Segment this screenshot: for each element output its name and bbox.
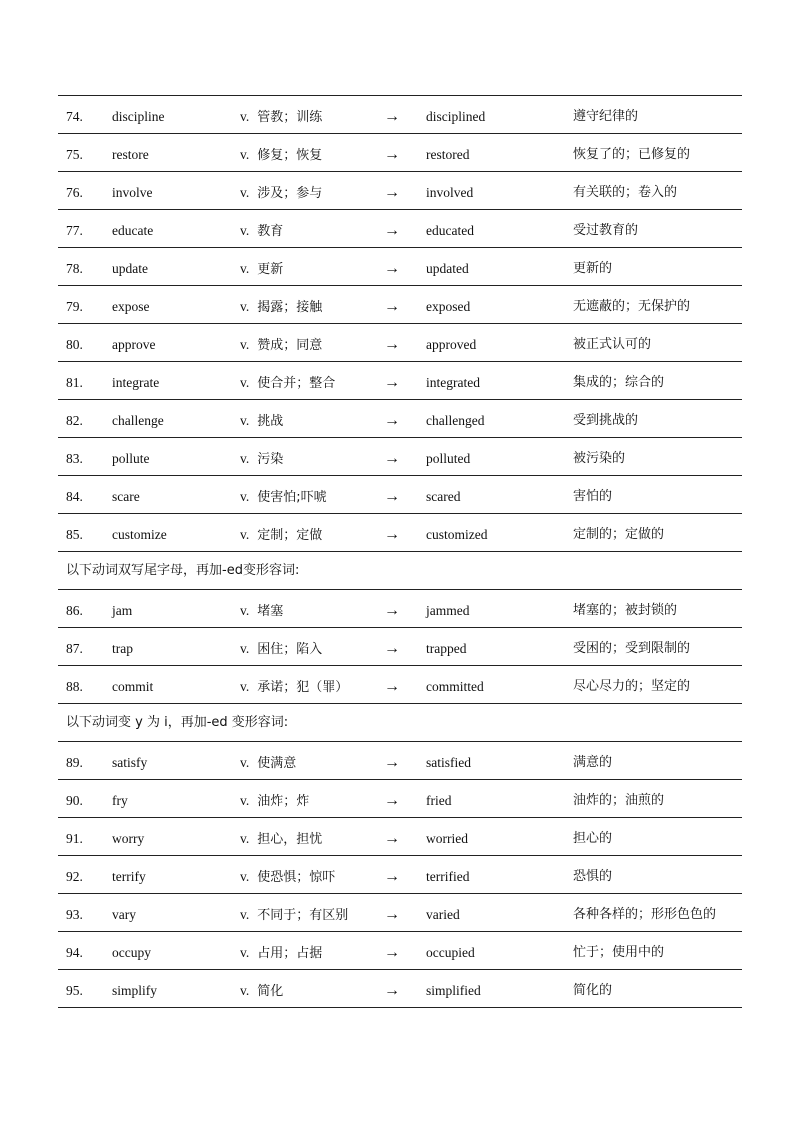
verb-word: restore (112, 147, 149, 162)
verb-meaning: 修复；恢复 (257, 148, 323, 163)
part-of-speech (240, 742, 296, 779)
adjective-meaning: 遵守纪律的 (573, 109, 639, 124)
pos-label: v. (240, 679, 250, 694)
vocab-row (58, 476, 742, 514)
verb-meaning: 教育 (257, 224, 284, 239)
verb-word: update (112, 261, 148, 276)
right-arrow-icon: → (384, 298, 400, 315)
pos-label: v. (240, 413, 250, 428)
right-arrow-icon: → (384, 754, 400, 771)
verb-word: worry (112, 831, 145, 846)
verb-meaning: 占用；占据 (257, 946, 323, 961)
adjective-form: worried (426, 831, 468, 846)
verb-meaning: 堵塞 (257, 604, 284, 619)
verb-word: commit (112, 679, 154, 694)
adjective-form: restored (426, 147, 470, 162)
section-heading-row (58, 704, 742, 742)
entry-number: 85. (66, 527, 83, 542)
adjective-form: committed (426, 679, 484, 694)
pos-label: v. (240, 907, 250, 922)
verb-meaning: 管教；训练 (257, 110, 323, 125)
part-of-speech (240, 856, 335, 893)
entry-number: 91. (66, 831, 83, 846)
pos-label: v. (240, 375, 250, 390)
entry-number: 95. (66, 983, 83, 998)
entry-number: 78. (66, 261, 83, 276)
right-arrow-icon: → (384, 450, 400, 467)
right-arrow-icon: → (384, 184, 400, 201)
part-of-speech (240, 514, 322, 551)
right-arrow-icon: → (384, 678, 400, 695)
vocab-row (58, 742, 742, 780)
adjective-form: simplified (426, 983, 481, 998)
vocab-row (58, 780, 742, 818)
adjective-form: jammed (426, 603, 470, 618)
adjective-form: educated (426, 223, 474, 238)
verb-word: vary (112, 907, 136, 922)
right-arrow-icon: → (384, 260, 400, 277)
adjective-form: scared (426, 489, 461, 504)
adjective-form: occupied (426, 945, 475, 960)
verb-word: involve (112, 185, 153, 200)
pos-label: v. (240, 869, 250, 884)
vocabulary-table (58, 95, 742, 1008)
entry-number: 92. (66, 869, 83, 884)
vocab-row (58, 324, 742, 362)
part-of-speech (240, 210, 283, 247)
adjective-form: terrified (426, 869, 470, 884)
entry-number: 81. (66, 375, 83, 390)
right-arrow-icon: → (384, 640, 400, 657)
adjective-meaning: 堵塞的；被封锁的 (573, 603, 678, 618)
adjective-meaning: 更新的 (573, 261, 613, 276)
section-heading-row (58, 552, 742, 590)
verb-word: occupy (112, 945, 151, 960)
entry-number: 88. (66, 679, 83, 694)
adjective-meaning: 担心的 (573, 831, 613, 846)
verb-word: fry (112, 793, 128, 808)
part-of-speech (240, 666, 348, 703)
verb-meaning: 油炸；炸 (257, 794, 310, 809)
vocab-row (58, 400, 742, 438)
verb-word: integrate (112, 375, 160, 390)
verb-meaning: 担心，担忧 (257, 832, 323, 847)
adjective-form: challenged (426, 413, 485, 428)
verb-meaning: 挑战 (257, 414, 284, 429)
verb-word: satisfy (112, 755, 148, 770)
part-of-speech (240, 438, 283, 475)
verb-meaning: 涉及；参与 (257, 186, 323, 201)
vocab-row (58, 95, 742, 134)
entry-number: 83. (66, 451, 83, 466)
adjective-meaning: 简化的 (573, 983, 613, 998)
verb-meaning: 更新 (257, 262, 284, 277)
right-arrow-icon: → (384, 792, 400, 809)
verb-meaning: 污染 (257, 452, 284, 467)
entry-number: 86. (66, 603, 83, 618)
entry-number: 84. (66, 489, 83, 504)
pos-label: v. (240, 489, 250, 504)
verb-meaning: 赞成；同意 (257, 338, 323, 353)
right-arrow-icon: → (384, 108, 400, 125)
vocab-row (58, 932, 742, 970)
verb-meaning: 简化 (257, 984, 284, 999)
vocab-row (58, 628, 742, 666)
entry-number: 87. (66, 641, 83, 656)
verb-word: customize (112, 527, 167, 542)
adjective-form: trapped (426, 641, 467, 656)
section-heading: 以下动词变 y 为 i，再加-ed 变形容词: (66, 715, 289, 730)
verb-word: scare (112, 489, 140, 504)
pos-label: v. (240, 109, 250, 124)
pos-label: v. (240, 299, 250, 314)
entry-number: 94. (66, 945, 83, 960)
vocab-row (58, 666, 742, 704)
entry-number: 77. (66, 223, 83, 238)
right-arrow-icon: → (384, 868, 400, 885)
adjective-form: varied (426, 907, 460, 922)
right-arrow-icon: → (384, 602, 400, 619)
adjective-form: disciplined (426, 109, 486, 124)
adjective-meaning: 定制的；定做的 (573, 527, 665, 542)
adjective-form: fried (426, 793, 452, 808)
entry-number: 76. (66, 185, 83, 200)
pos-label: v. (240, 603, 250, 618)
vocab-row (58, 248, 742, 286)
pos-label: v. (240, 451, 250, 466)
adjective-form: customized (426, 527, 488, 542)
entry-number: 82. (66, 413, 83, 428)
verb-word: expose (112, 299, 150, 314)
pos-label: v. (240, 831, 250, 846)
pos-label: v. (240, 223, 250, 238)
pos-label: v. (240, 793, 250, 808)
verb-meaning: 使害怕;吓唬 (257, 490, 327, 505)
adjective-meaning: 害怕的 (573, 489, 613, 504)
verb-meaning: 不同于；有区别 (257, 908, 349, 923)
verb-word: trap (112, 641, 133, 656)
verb-word: terrify (112, 869, 146, 884)
entry-number: 79. (66, 299, 83, 314)
vocab-row (58, 818, 742, 856)
adjective-meaning: 被污染的 (573, 451, 626, 466)
adjective-meaning: 忙于；使用中的 (573, 945, 665, 960)
adjective-meaning: 被正式认可的 (573, 337, 652, 352)
adjective-meaning: 恐惧的 (573, 869, 613, 884)
adjective-meaning: 恢复了的；已修复的 (573, 147, 691, 162)
part-of-speech (240, 286, 322, 323)
part-of-speech (240, 172, 322, 209)
vocab-row (58, 172, 742, 210)
adjective-meaning: 各种各样的；形形色色的 (573, 907, 717, 922)
adjective-form: involved (426, 185, 474, 200)
part-of-speech (240, 628, 322, 665)
adjective-meaning: 受过教育的 (573, 223, 639, 238)
adjective-form: integrated (426, 375, 480, 390)
part-of-speech (240, 780, 309, 817)
vocab-row (58, 894, 742, 932)
pos-label: v. (240, 945, 250, 960)
vocab-row (58, 856, 742, 894)
adjective-meaning: 尽心尽力的；坚定的 (573, 679, 691, 694)
adjective-meaning: 受到挑战的 (573, 413, 639, 428)
vocab-row (58, 210, 742, 248)
verb-meaning: 使合并；整合 (257, 376, 336, 391)
pos-label: v. (240, 983, 250, 998)
right-arrow-icon: → (384, 982, 400, 999)
verb-meaning: 定制；定做 (257, 528, 323, 543)
adjective-form: updated (426, 261, 469, 276)
verb-meaning: 揭露；接触 (257, 300, 323, 315)
vocab-row (58, 590, 742, 628)
part-of-speech (240, 894, 348, 931)
entry-number: 80. (66, 337, 83, 352)
verb-meaning: 使恐惧；惊吓 (257, 870, 336, 885)
pos-label: v. (240, 755, 250, 770)
part-of-speech (240, 970, 283, 1007)
right-arrow-icon: → (384, 336, 400, 353)
right-arrow-icon: → (384, 526, 400, 543)
part-of-speech (240, 248, 283, 285)
pos-label: v. (240, 641, 250, 656)
part-of-speech (240, 590, 283, 627)
entry-number: 89. (66, 755, 83, 770)
part-of-speech (240, 476, 327, 513)
pos-label: v. (240, 185, 250, 200)
verb-word: approve (112, 337, 156, 352)
adjective-form: approved (426, 337, 477, 352)
entry-number: 93. (66, 907, 83, 922)
adjective-meaning: 集成的；综合的 (573, 375, 665, 390)
section-heading: 以下动词双写尾字母，再加-ed变形容词: (66, 563, 300, 578)
part-of-speech (240, 134, 322, 171)
verb-meaning: 使满意 (257, 756, 297, 771)
verb-meaning: 困住；陷入 (257, 642, 323, 657)
part-of-speech (240, 932, 322, 969)
pos-label: v. (240, 147, 250, 162)
vocab-row (58, 362, 742, 400)
verb-word: educate (112, 223, 154, 238)
part-of-speech (240, 818, 322, 855)
right-arrow-icon: → (384, 488, 400, 505)
adjective-meaning: 有关联的；卷入的 (573, 185, 678, 200)
right-arrow-icon: → (384, 146, 400, 163)
verb-word: simplify (112, 983, 158, 998)
adjective-meaning: 无遮蔽的；无保护的 (573, 299, 691, 314)
vocab-row (58, 134, 742, 172)
part-of-speech (240, 96, 322, 133)
part-of-speech (240, 400, 283, 437)
vocab-row (58, 514, 742, 552)
verb-word: jam (112, 603, 133, 618)
right-arrow-icon: → (384, 222, 400, 239)
vocab-row (58, 286, 742, 324)
adjective-form: satisfied (426, 755, 471, 770)
adjective-form: polluted (426, 451, 471, 466)
pos-label: v. (240, 261, 250, 276)
adjective-meaning: 受困的；受到限制的 (573, 641, 691, 656)
verb-word: pollute (112, 451, 150, 466)
right-arrow-icon: → (384, 412, 400, 429)
right-arrow-icon: → (384, 374, 400, 391)
pos-label: v. (240, 337, 250, 352)
verb-word: discipline (112, 109, 165, 124)
vocab-row (58, 970, 742, 1008)
verb-word: challenge (112, 413, 164, 428)
adjective-meaning: 满意的 (573, 755, 613, 770)
pos-label: v. (240, 527, 250, 542)
adjective-form: exposed (426, 299, 471, 314)
entry-number: 90. (66, 793, 83, 808)
right-arrow-icon: → (384, 830, 400, 847)
adjective-meaning: 油炸的；油煎的 (573, 793, 665, 808)
entry-number: 75. (66, 147, 83, 162)
right-arrow-icon: → (384, 944, 400, 961)
verb-meaning: 承诺；犯（罪） (257, 680, 349, 695)
part-of-speech (240, 324, 322, 361)
entry-number: 74. (66, 109, 83, 124)
right-arrow-icon: → (384, 906, 400, 923)
part-of-speech (240, 362, 335, 399)
vocab-row (58, 438, 742, 476)
